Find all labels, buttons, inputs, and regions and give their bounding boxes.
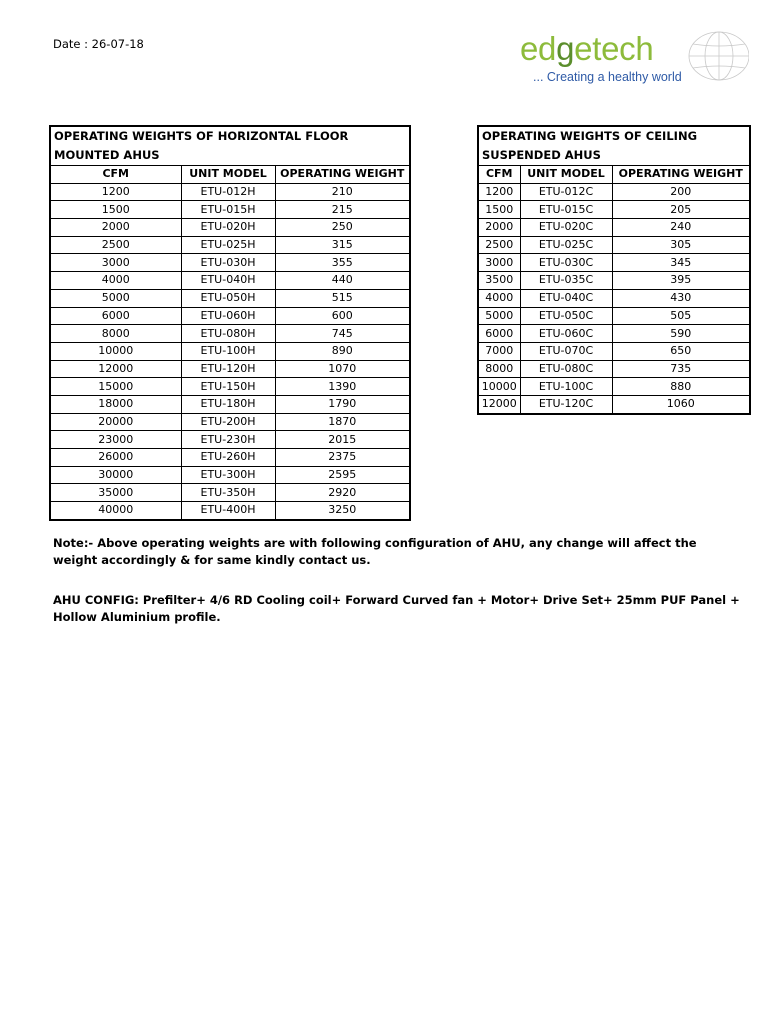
operating-weight-cell: 1070 bbox=[275, 360, 410, 378]
operating-weight-cell: 200 bbox=[612, 183, 750, 201]
operating-weight-cell: 1390 bbox=[275, 378, 410, 396]
unit-model-cell: ETU-040C bbox=[520, 289, 612, 307]
column-header: CFM bbox=[50, 166, 181, 184]
unit-model-cell: ETU-050H bbox=[181, 289, 275, 307]
unit-model-cell: ETU-020H bbox=[181, 219, 275, 237]
table-row bbox=[50, 360, 410, 378]
cfm-cell: 3500 bbox=[478, 272, 520, 290]
unit-model-cell: ETU-080H bbox=[181, 325, 275, 343]
cfm-cell: 2500 bbox=[478, 236, 520, 254]
cfm-cell: 1200 bbox=[478, 183, 520, 201]
edgetech-logo bbox=[519, 28, 749, 94]
table-row bbox=[50, 183, 410, 201]
cfm-cell: 26000 bbox=[50, 449, 181, 467]
unit-model-cell: ETU-020C bbox=[520, 219, 612, 237]
cfm-cell: 7000 bbox=[478, 342, 520, 360]
cfm-cell: 2000 bbox=[478, 219, 520, 237]
ceiling-table-title: OPERATING WEIGHTS OF CEILING SUSPENDED AHUS bbox=[478, 126, 750, 166]
cfm-cell: 2500 bbox=[50, 236, 181, 254]
table-row bbox=[478, 360, 750, 378]
unit-model-cell: ETU-012H bbox=[181, 183, 275, 201]
unit-model-cell: ETU-120C bbox=[520, 395, 612, 413]
operating-weight-cell: 430 bbox=[612, 289, 750, 307]
operating-weight-cell: 205 bbox=[612, 201, 750, 219]
cfm-cell: 15000 bbox=[50, 378, 181, 396]
table-row bbox=[478, 378, 750, 396]
operating-weight-cell: 880 bbox=[612, 378, 750, 396]
table-row bbox=[50, 272, 410, 290]
operating-weight-cell: 250 bbox=[275, 219, 410, 237]
operating-weight-cell: 505 bbox=[612, 307, 750, 325]
cfm-cell: 2000 bbox=[50, 219, 181, 237]
unit-model-cell: ETU-050C bbox=[520, 307, 612, 325]
table-row bbox=[478, 289, 750, 307]
unit-model-cell: ETU-060H bbox=[181, 307, 275, 325]
cfm-cell: 1500 bbox=[478, 201, 520, 219]
unit-model-cell: ETU-200H bbox=[181, 413, 275, 431]
unit-model-cell: ETU-230H bbox=[181, 431, 275, 449]
cfm-cell: 1200 bbox=[50, 183, 181, 201]
cfm-cell: 4000 bbox=[478, 289, 520, 307]
cfm-cell: 8000 bbox=[478, 360, 520, 378]
operating-weight-cell: 395 bbox=[612, 272, 750, 290]
table-row bbox=[478, 325, 750, 343]
unit-model-cell: ETU-012C bbox=[520, 183, 612, 201]
horizontal-header-row bbox=[50, 166, 410, 184]
document-date: Date : 26-07-18 bbox=[53, 37, 144, 51]
operating-weight-cell: 515 bbox=[275, 289, 410, 307]
unit-model-cell: ETU-040H bbox=[181, 272, 275, 290]
table-row bbox=[50, 325, 410, 343]
operating-weight-cell: 1060 bbox=[612, 395, 750, 413]
operating-weight-cell: 890 bbox=[275, 342, 410, 360]
table-row bbox=[478, 395, 750, 413]
unit-model-cell: ETU-025H bbox=[181, 236, 275, 254]
table-row bbox=[50, 289, 410, 307]
operating-weight-cell: 2015 bbox=[275, 431, 410, 449]
cfm-cell: 18000 bbox=[50, 395, 181, 413]
cfm-cell: 6000 bbox=[478, 325, 520, 343]
cfm-cell: 12000 bbox=[478, 395, 520, 413]
cfm-cell: 10000 bbox=[50, 342, 181, 360]
table-row bbox=[50, 413, 410, 431]
operating-weight-cell: 315 bbox=[275, 236, 410, 254]
cfm-cell: 35000 bbox=[50, 484, 181, 502]
column-header: UNIT MODEL bbox=[181, 166, 275, 184]
unit-model-cell: ETU-080C bbox=[520, 360, 612, 378]
table-row bbox=[478, 272, 750, 290]
table-row bbox=[50, 378, 410, 396]
cfm-cell: 8000 bbox=[50, 325, 181, 343]
ceiling-header-row bbox=[478, 166, 750, 184]
unit-model-cell: ETU-060C bbox=[520, 325, 612, 343]
unit-model-cell: ETU-070C bbox=[520, 342, 612, 360]
cfm-cell: 30000 bbox=[50, 466, 181, 484]
table-row bbox=[50, 395, 410, 413]
table-row bbox=[50, 484, 410, 502]
operating-weight-cell: 2920 bbox=[275, 484, 410, 502]
unit-model-cell: ETU-100C bbox=[520, 378, 612, 396]
unit-model-cell: ETU-350H bbox=[181, 484, 275, 502]
unit-model-cell: ETU-150H bbox=[181, 378, 275, 396]
cfm-cell: 10000 bbox=[478, 378, 520, 396]
unit-model-cell: ETU-180H bbox=[181, 395, 275, 413]
unit-model-cell: ETU-120H bbox=[181, 360, 275, 378]
operating-weight-cell: 735 bbox=[612, 360, 750, 378]
cfm-cell: 4000 bbox=[50, 272, 181, 290]
cfm-cell: 20000 bbox=[50, 413, 181, 431]
table-row bbox=[50, 466, 410, 484]
cfm-cell: 1500 bbox=[50, 201, 181, 219]
unit-model-cell: ETU-300H bbox=[181, 466, 275, 484]
brand-tagline: ... Creating a healthy world bbox=[533, 70, 682, 84]
weight-note: Note:- Above operating weights are with following configuration of AHU, any change will affect the weight accordingly & for same kindly contact us. bbox=[53, 536, 697, 567]
unit-model-cell: ETU-100H bbox=[181, 342, 275, 360]
table-row bbox=[50, 236, 410, 254]
horizontal-table-title: OPERATING WEIGHTS OF HORIZONTAL FLOOR MOUNTED AHUS bbox=[50, 126, 410, 166]
cfm-cell: 40000 bbox=[50, 502, 181, 520]
cfm-cell: 3000 bbox=[50, 254, 181, 272]
unit-model-cell: ETU-030C bbox=[520, 254, 612, 272]
ceiling-ahu-table bbox=[477, 125, 751, 415]
table-row bbox=[478, 201, 750, 219]
operating-weight-cell: 2375 bbox=[275, 449, 410, 467]
column-header: OPERATING WEIGHT bbox=[275, 166, 410, 184]
cfm-cell: 5000 bbox=[478, 307, 520, 325]
column-header: UNIT MODEL bbox=[520, 166, 612, 184]
operating-weight-cell: 355 bbox=[275, 254, 410, 272]
table-row bbox=[50, 449, 410, 467]
operating-weight-cell: 1870 bbox=[275, 413, 410, 431]
operating-weight-cell: 210 bbox=[275, 183, 410, 201]
operating-weight-cell: 1790 bbox=[275, 395, 410, 413]
operating-weight-cell: 590 bbox=[612, 325, 750, 343]
unit-model-cell: ETU-400H bbox=[181, 502, 275, 520]
table-row bbox=[478, 254, 750, 272]
table-row bbox=[478, 342, 750, 360]
table-row bbox=[50, 201, 410, 219]
table-row bbox=[50, 431, 410, 449]
operating-weight-cell: 215 bbox=[275, 201, 410, 219]
table-row bbox=[478, 183, 750, 201]
table-row bbox=[50, 342, 410, 360]
ahu-config-note: AHU CONFIG: Prefilter+ 4/6 RD Cooling coil+ Forward Curved fan + Motor+ Drive Set+ 25mm PUF Panel + Hollow Aluminium profile. bbox=[53, 593, 740, 624]
cfm-cell: 23000 bbox=[50, 431, 181, 449]
operating-weight-cell: 305 bbox=[612, 236, 750, 254]
operating-weight-cell: 440 bbox=[275, 272, 410, 290]
unit-model-cell: ETU-025C bbox=[520, 236, 612, 254]
column-header: OPERATING WEIGHT bbox=[612, 166, 750, 184]
operating-weight-cell: 345 bbox=[612, 254, 750, 272]
cfm-cell: 3000 bbox=[478, 254, 520, 272]
unit-model-cell: ETU-015C bbox=[520, 201, 612, 219]
table-row bbox=[478, 219, 750, 237]
operating-weight-cell: 600 bbox=[275, 307, 410, 325]
operating-weight-cell: 2595 bbox=[275, 466, 410, 484]
unit-model-cell: ETU-035C bbox=[520, 272, 612, 290]
table-row bbox=[50, 254, 410, 272]
operating-weight-cell: 650 bbox=[612, 342, 750, 360]
operating-weight-cell: 240 bbox=[612, 219, 750, 237]
table-row bbox=[478, 236, 750, 254]
unit-model-cell: ETU-030H bbox=[181, 254, 275, 272]
table-row bbox=[478, 307, 750, 325]
cfm-cell: 6000 bbox=[50, 307, 181, 325]
operating-weight-cell: 3250 bbox=[275, 502, 410, 520]
unit-model-cell: ETU-015H bbox=[181, 201, 275, 219]
unit-model-cell: ETU-260H bbox=[181, 449, 275, 467]
cfm-cell: 5000 bbox=[50, 289, 181, 307]
table-row bbox=[50, 307, 410, 325]
table-row bbox=[50, 219, 410, 237]
horizontal-ahu-table bbox=[49, 125, 411, 521]
operating-weight-cell: 745 bbox=[275, 325, 410, 343]
brand-name: edgetech bbox=[520, 30, 654, 67]
column-header: CFM bbox=[478, 166, 520, 184]
table-row bbox=[50, 502, 410, 520]
cfm-cell: 12000 bbox=[50, 360, 181, 378]
